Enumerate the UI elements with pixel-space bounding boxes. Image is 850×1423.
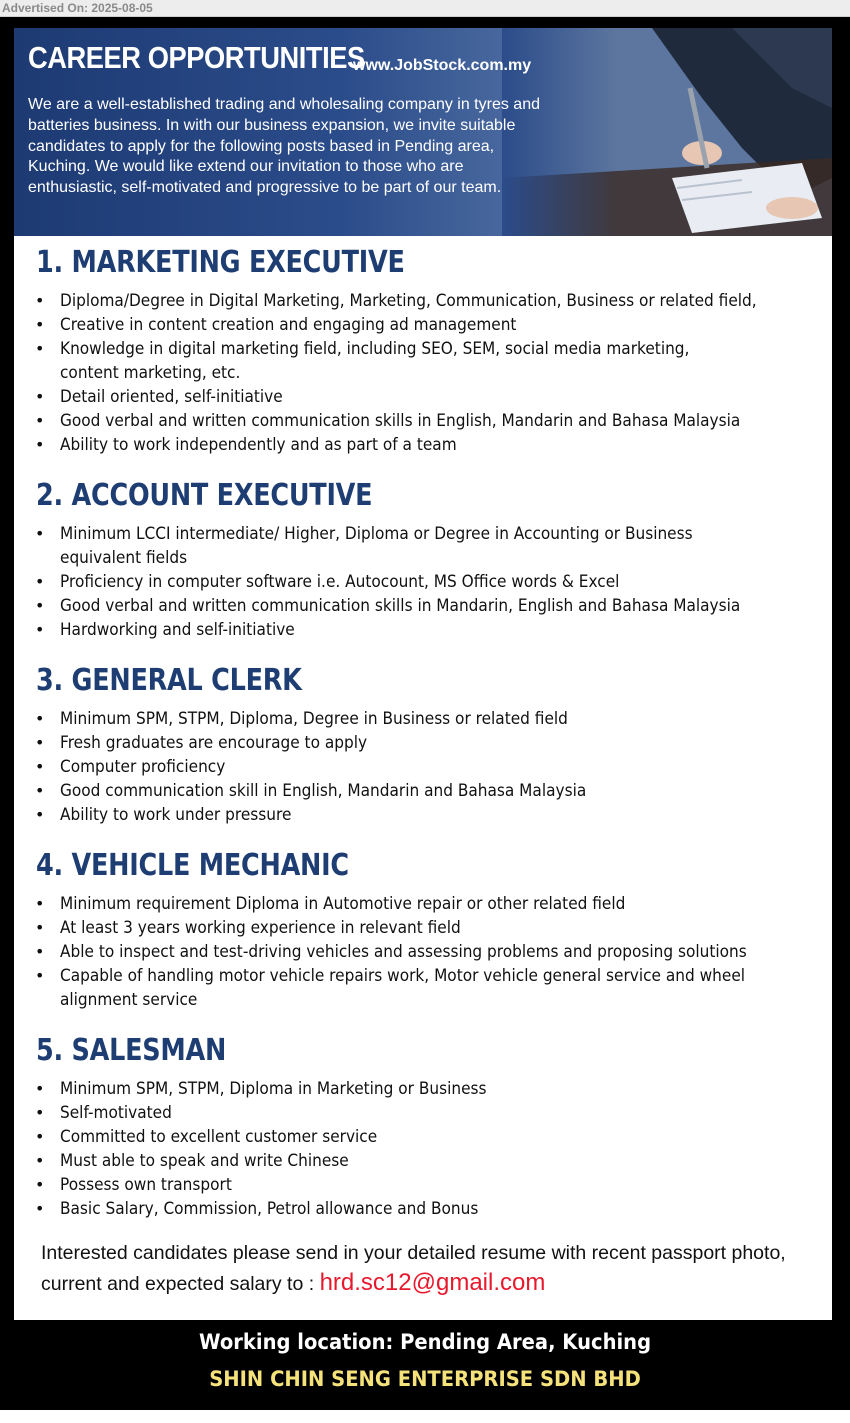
- job-title: 3. GENERAL CLERK: [36, 663, 302, 698]
- requirements-list: [14, 289, 804, 457]
- list-item: • Committed to excellent customer service: [35, 1127, 378, 1146]
- list-item-continuation: alignment service: [60, 990, 198, 1009]
- list-item: • Basic Salary, Commission, Petrol allowance and Bonus: [35, 1199, 479, 1218]
- requirements-list: [14, 1077, 804, 1221]
- list-item: • Must able to speak and write Chinese: [35, 1151, 349, 1170]
- bottom-strip: [14, 1410, 832, 1423]
- job-title: 2. ACCOUNT EXECUTIVE: [36, 478, 373, 513]
- instructions-line-1: Interested candidates please send in your detailed resume with recent passport photo,: [41, 1242, 786, 1264]
- list-item: • Good verbal and written communication skills in English, Mandarin and Bahasa Malaysia: [35, 411, 741, 430]
- working-location: Working location: Pending Area, Kuching: [198, 1330, 652, 1354]
- list-item: • Minimum SPM, STPM, Diploma in Marketing or Business: [35, 1079, 487, 1098]
- advertised-date: Advertised On: 2025-08-05: [2, 1, 153, 15]
- website-link[interactable]: www.JobStock.com.my: [353, 57, 532, 74]
- list-item-continuation: equivalent fields: [60, 548, 188, 567]
- header-banner: [14, 28, 832, 236]
- requirements-list: [14, 707, 804, 827]
- list-item: • Capable of handling motor vehicle repairs work, Motor vehicle general service and wheel: [35, 966, 746, 985]
- office-photo-illustration: [502, 28, 832, 236]
- application-instructions: [41, 1238, 821, 1299]
- instructions-line-2: current and expected salary to : hrd.sc12@gmail.com: [41, 1269, 546, 1296]
- list-item: • Proficiency in computer software i.e. Autocount, MS Office words & Excel: [35, 572, 620, 591]
- list-item: • Detail oriented, self-initiative: [35, 387, 283, 406]
- list-item: • Diploma/Degree in Digital Marketing, Marketing, Communication, Business or related field,: [35, 291, 757, 310]
- job-title: 1. MARKETING EXECUTIVE: [36, 245, 405, 280]
- list-item: • Computer proficiency: [35, 757, 226, 776]
- list-item: • Fresh graduates are encourage to apply: [35, 733, 368, 752]
- list-item: • Creative in content creation and engaging ad management: [35, 315, 517, 334]
- list-item-continuation: content marketing, etc.: [60, 363, 241, 382]
- list-item: • Minimum LCCI intermediate/ Higher, Diploma or Degree in Accounting or Business: [35, 524, 693, 543]
- list-item: • Able to inspect and test-driving vehicles and assessing problems and proposing solutions: [35, 942, 747, 961]
- list-item: • Good communication skill in English, Mandarin and Bahasa Malaysia: [35, 781, 587, 800]
- list-item: • At least 3 years working experience in relevant field: [35, 918, 461, 937]
- requirements-list: [14, 522, 804, 642]
- list-item: • Hardworking and self-initiative: [35, 620, 295, 639]
- job-title: 5. SALESMAN: [36, 1033, 227, 1068]
- list-item: • Good verbal and written communication skills in Mandarin, English and Bahasa Malaysia: [35, 596, 741, 615]
- requirements-list: [14, 892, 804, 1012]
- intro-paragraph: We are a well-established trading and wholesaling company in tyres and batteries business. In with our business expansion, we invite suitable candidates to apply for the following posts based in Pending area, Kuching. We would like extend our invitation to those who are enthusiastic, self-motivated and progressive to be part of our team.: [28, 96, 540, 197]
- advertised-bar: [0, 0, 850, 17]
- list-item: • Minimum requirement Diploma in Automotive repair or other related field: [35, 894, 626, 913]
- list-item: • Knowledge in digital marketing field, including SEO, SEM, social media marketing,: [35, 339, 690, 358]
- job-title: 4. VEHICLE MECHANIC: [36, 848, 349, 883]
- list-item: • Ability to work under pressure: [35, 805, 292, 824]
- page-title: CAREER OPPORTUNITIES: [28, 40, 365, 75]
- list-item: • Minimum SPM, STPM, Diploma, Degree in Business or related field: [35, 709, 568, 728]
- job-listing-panel: [14, 236, 832, 1320]
- list-item: • Self-motivated: [35, 1103, 172, 1122]
- contact-email-link[interactable]: hrd.sc12@gmail.com: [319, 1269, 546, 1296]
- list-item: • Ability to work independently and as part of a team: [35, 435, 457, 454]
- list-item: • Possess own transport: [35, 1175, 232, 1194]
- company-name: SHIN CHIN SENG ENTERPRISE SDN BHD: [209, 1367, 641, 1391]
